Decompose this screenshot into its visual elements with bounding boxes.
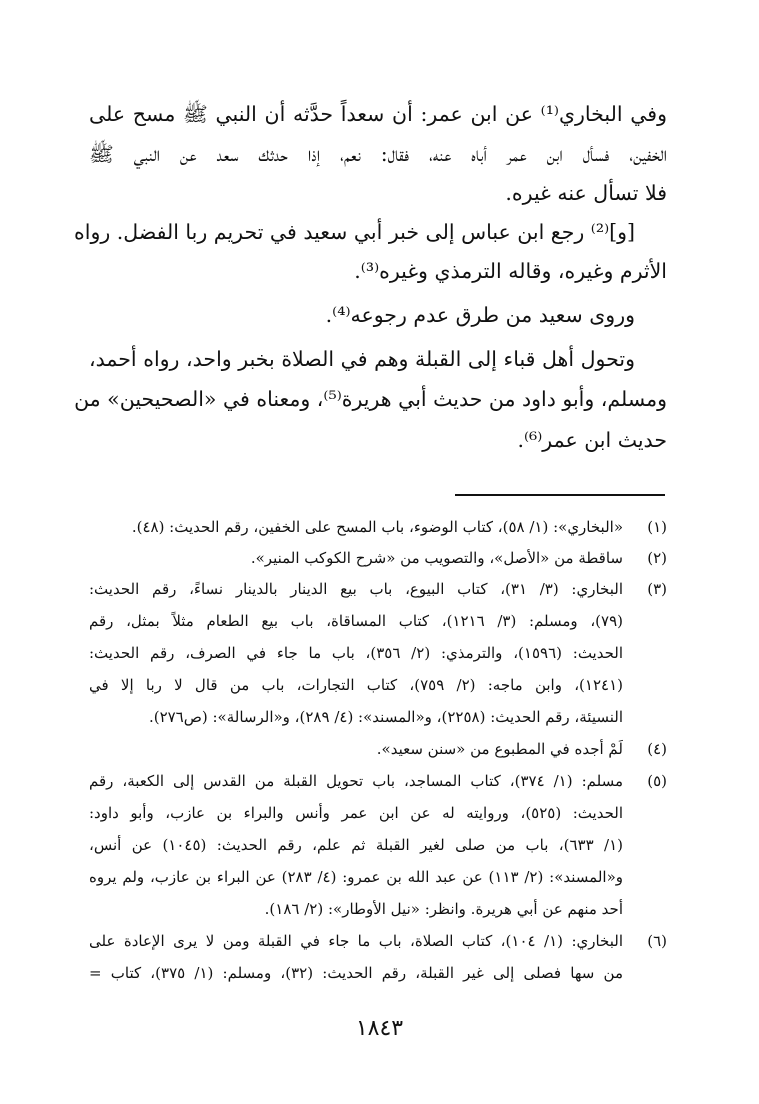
body-line: فلا تسأل عنه غيره. bbox=[505, 181, 667, 205]
footnote-continuation bbox=[89, 894, 667, 924]
footnote-number: (٥) bbox=[647, 772, 667, 790]
footnote-number: (٣) bbox=[647, 580, 667, 598]
footnote-3 bbox=[89, 574, 667, 604]
footnote-text: الحديث: (٥٢٥)، وروايته له عن ابن عمر وأنس والبراء بن عازب، وأبو داود: bbox=[89, 804, 623, 822]
footnote-text: ساقطة من «الأصل»، والتصويب من «شرح الكوكب المنير». bbox=[250, 549, 623, 567]
footnote-number: (٤) bbox=[647, 740, 667, 758]
footnote-number: (١) bbox=[647, 518, 667, 536]
footnote-1 bbox=[89, 512, 667, 542]
footnote-5 bbox=[89, 766, 667, 796]
body-line: وروى سعيد من طرق عدم رجوعه⁽⁴⁾. bbox=[325, 303, 635, 327]
footnote-separator bbox=[455, 494, 665, 496]
footnote-text: (١٢٤١)، وابن ماجه: (٢/ ٧٥٩)، كتاب التجارات، باب من قال لا ربا إلا في bbox=[89, 676, 623, 694]
body-line: [و]⁽²⁾ رجع ابن عباس إلى خبر أبي سعيد في تحريم ربا الفضل. رواه bbox=[74, 220, 635, 244]
footnote-text: الحديث: (١٥٩٦)، والترمذي: (٢/ ٣٥٦)، باب ما جاء في الصرف، رقم الحديث: bbox=[89, 644, 623, 662]
footnote-continuation bbox=[89, 638, 667, 668]
footnote-continuation bbox=[89, 606, 667, 636]
footnote-text: (١/ ٦٣٣)، باب من صلى لغير القبلة ثم علم، رقم الحديث: (١٠٤٥) عن أنس، bbox=[89, 836, 623, 854]
footnote-text: (٧٩)، ومسلم: (٣/ ١٢١٦)، كتاب المساقاة، باب بيع الطعام مثلاً بمثل، رقم bbox=[89, 612, 623, 630]
footnote-continuation bbox=[89, 798, 667, 828]
footnote-4 bbox=[89, 734, 667, 764]
body-line: الخفين، فسأل ابن عمر أباه عنه، فقال: نعم، إذا حدثك سعد عن النبي ﷺ bbox=[89, 142, 667, 166]
footnote-text: مسلم: (١/ ٣٧٤)، كتاب المساجد، باب تحويل القبلة من القدس إلى الكعبة، رقم bbox=[89, 772, 623, 790]
footnote-continuation bbox=[89, 958, 667, 988]
footnote-continuation bbox=[89, 670, 667, 700]
body-line: وفي البخاري⁽¹⁾ عن ابن عمر: أن سعداً حدَّثه أن النبي ﷺ مسح على bbox=[89, 102, 667, 126]
footnote-text: البخاري: (٣/ ٣١)، كتاب البيوع، باب بيع الدينار بالدينار نساءً، رقم الحديث: bbox=[89, 580, 623, 598]
footnote-text: أحد منهم عن أبي هريرة. وانظر: «نيل الأوطار»: (٢/ ١٨٦). bbox=[264, 900, 623, 918]
footnote-continuation bbox=[89, 830, 667, 860]
body-line: حديث ابن عمر⁽⁶⁾. bbox=[517, 428, 667, 452]
footnote-6 bbox=[89, 926, 667, 956]
footnote-text: من سها فصلى إلى غير القبلة، رقم الحديث: (٣٢)، ومسلم: (١/ ٣٧٥)، كتاب = bbox=[89, 964, 623, 982]
footnote-number: (٢) bbox=[647, 549, 667, 567]
footnote-text: البخاري: (١/ ١٠٤)، كتاب الصلاة، باب ما جاء في القبلة ومن لا يرى الإعادة على bbox=[89, 932, 623, 950]
footnote-text: النسيئة، رقم الحديث: (٢٢٥٨)، و«المسند»: (٤/ ٢٨٩)، و«الرسالة»: (ص٢٧٦). bbox=[148, 708, 623, 726]
body-line: وتحول أهل قباء إلى القبلة وهم في الصلاة بخبر واحد، رواه أحمد، bbox=[89, 347, 635, 371]
footnote-number: (٦) bbox=[647, 932, 667, 950]
footnote-text: «البخاري»: (١/ ٥٨)، كتاب الوضوء، باب المسح على الخفين، رقم الحديث: (٤٨). bbox=[131, 518, 623, 536]
footnote-continuation bbox=[89, 702, 667, 732]
page-number: ١٨٤٣ bbox=[355, 1016, 404, 1041]
footnote-text: و«المسند»: (٢/ ١١٣) عن عبد الله بن عمرو: (٤/ ٢٨٣) عن البراء بن عازب، ولم يروه bbox=[89, 868, 623, 886]
body-line: الأثرم وغيره، وقاله الترمذي وغيره⁽³⁾. bbox=[354, 259, 667, 283]
footnote-2 bbox=[89, 543, 667, 573]
footnote-text: لَمْ أجده في المطبوع من «سنن سعيد». bbox=[376, 740, 623, 758]
footnote-continuation bbox=[89, 862, 667, 892]
body-line: ومسلم، وأبو داود من حديث أبي هريرة⁽⁵⁾، ومعناه في «الصحيحين» من bbox=[74, 387, 667, 411]
